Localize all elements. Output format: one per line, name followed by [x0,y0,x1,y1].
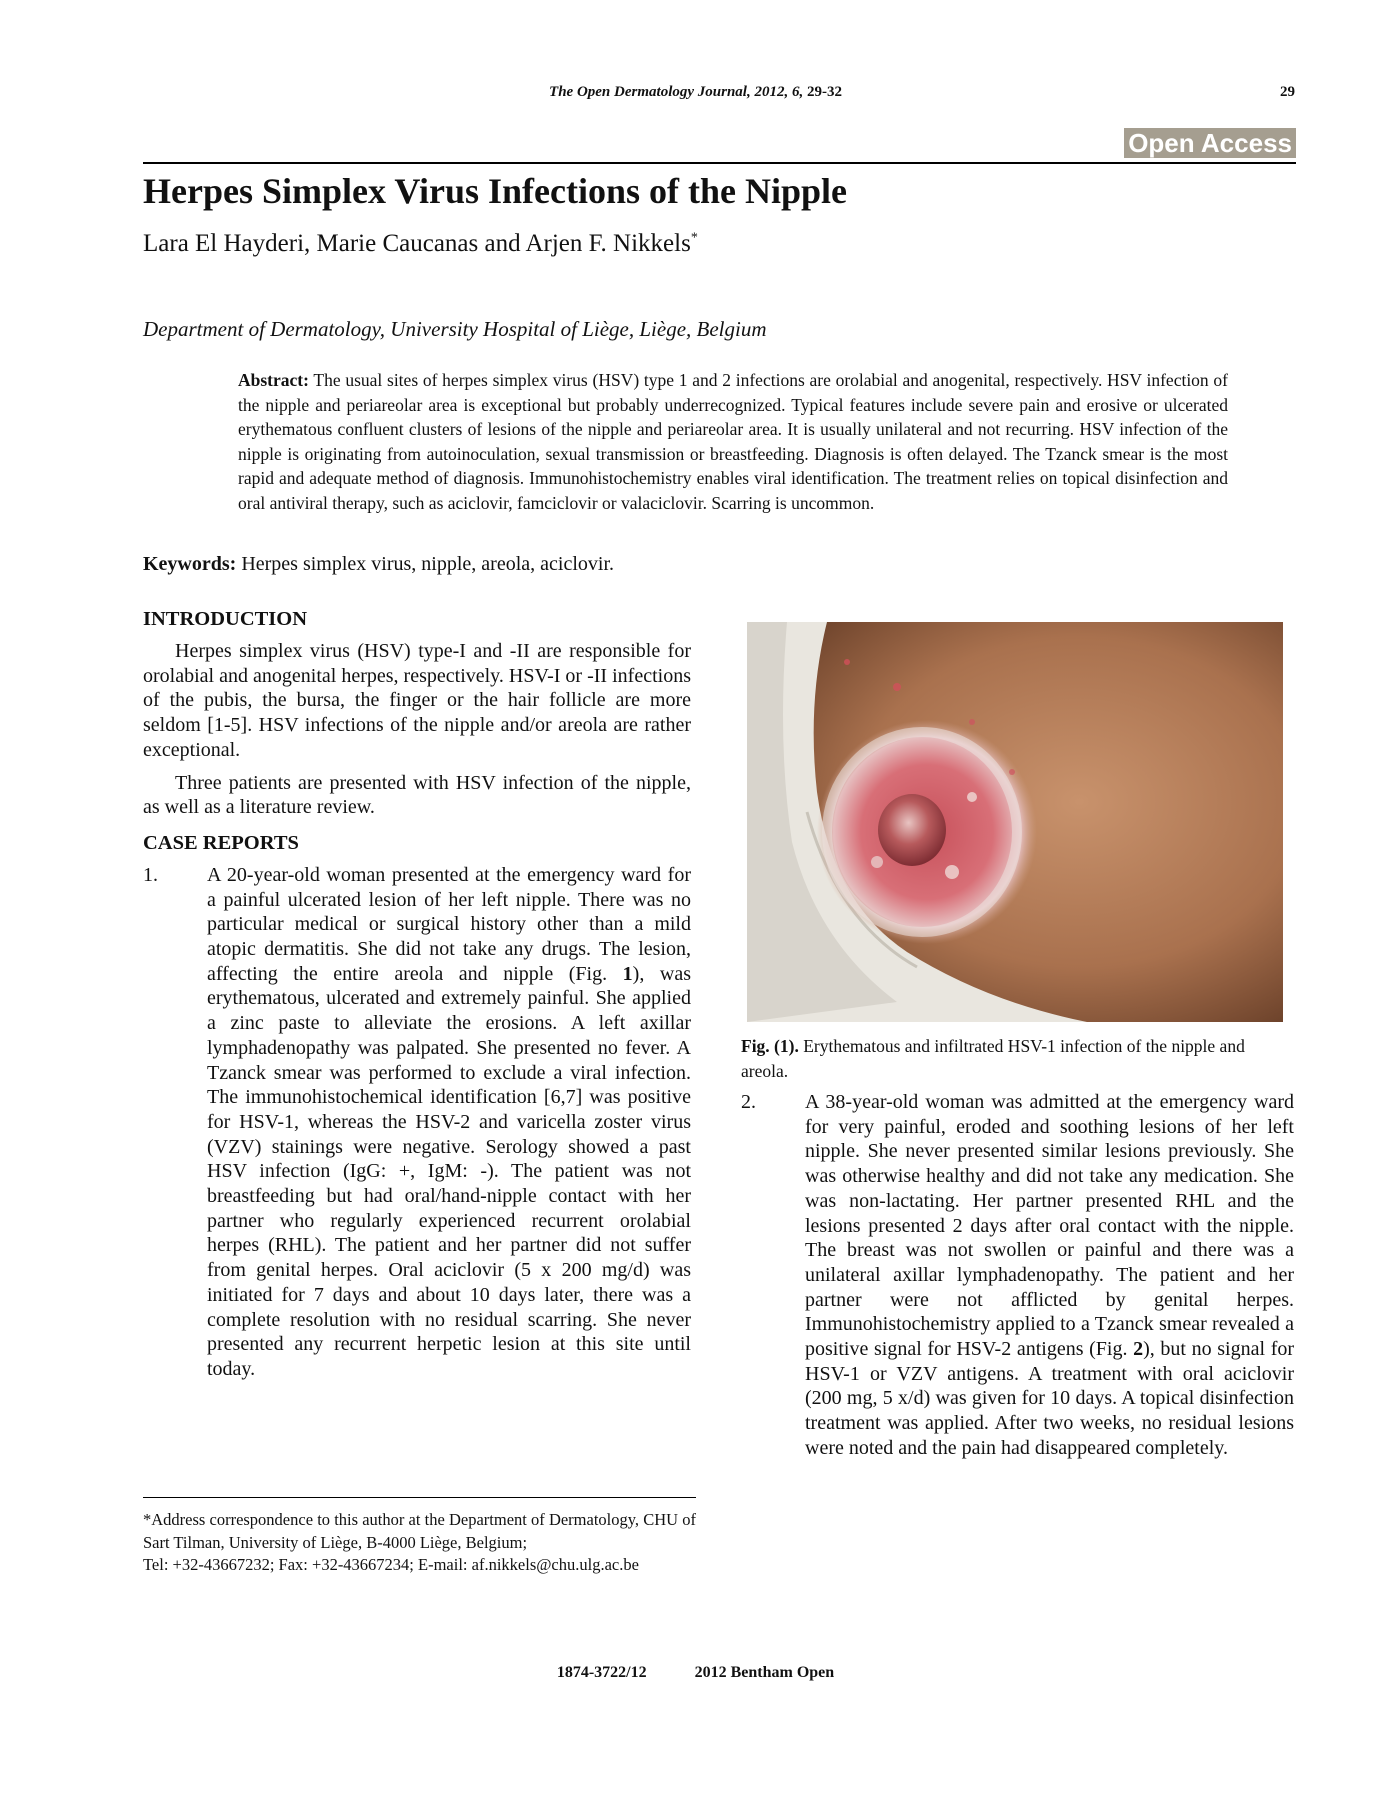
figure-1-reference[interactable]: 1 [622,962,633,985]
header-rule [143,162,1296,164]
keywords [143,553,614,576]
case-report-1-text [207,863,691,1382]
publisher: 2012 Bentham Open [694,1664,835,1681]
footnote-address: *Address correspondence to this author at the Department of Dermatology, CHU of Sart Tilman, University of Liège, B-4000 Liège, Belgium; [143,1510,696,1552]
case-report-2-text-a: A 38-year-old woman was admitted at the emergency ward for very painful, eroded and soothing lesions of her left nipple. She never presented similar lesions previously. She was otherwise healthy and did not take any medication. She was non-lactating. Her partner presented RHL and the lesions presented 2 days after oral contact with the nipple. The breast was not swollen or painful and there was a unilateral axillar lymphadenopathy. The patient and her partner were not afflicted by genital herpes. Immunohistochemistry applied to a Tzanck smear revealed a positive signal for HSV-2 antigens (Fig. [805,1091,1294,1361]
journal-year-volume: 2012, 6, [754,84,804,100]
abstract-text: The usual sites of herpes simplex virus (HSV) type 1 and 2 infections are orolabial and anogenital, respectively. HSV infection of the nipple and periareolar area is exceptional but probably underrecognized. Typical features include severe pain and erosive or ulcerated erythematous confluent clusters of lesions of the nipple and periareolar area. It is usually unilateral and not recurring. HSV infection of the nipple is originating from autoinoculation, sexual transmission or breastfeeding. Diagnosis is often delayed. The Tzanck smear is the most rapid and adequate method of diagnosis. Immunohistochemistry enables viral identification. The treatment relies on topical disinfection and oral antiviral therapy, such as aciclovir, famciclovir or valaciclovir. Scarring is uncommon. [238,370,1229,513]
figure-1-caption-label: Fig. (1). [741,1036,799,1056]
case-report-1 [143,863,691,1382]
abstract-label: Abstract: [238,370,309,390]
footnote-rule [143,1497,696,1498]
author-names: Lara El Hayderi, Marie Caucanas and Arjen F. Nikkels [143,230,691,257]
right-column [741,1090,1294,1461]
introduction-paragraph-2: Three patients are presented with HSV infection of the nipple, as well as a literature review. [143,771,691,819]
journal-pages: 29-32 [806,84,842,100]
author-affiliation: Department of Dermatology, University Hospital of Liège, Liège, Belgium [143,317,767,341]
case-report-1-text-b: ), was erythematous, ulcerated and extremely painful. She applied a zinc paste to alleviate the erosions. A left axillar lymphadenopathy was palpated. She presented no fever. A Tzanck smear was performed to exclude a viral infection. The immunohistochemical identification [6,7] was positive for HSV-1, whereas the HSV-2 and varicella zoster virus (VZV) stainings were negative. Serology showed a past HSV infection (IgG: +, IgM: -). The patient was not breastfeeding but had oral/hand-nipple contact with her partner who regularly experienced recurrent orolabial herpes (RHL). The patient and her partner did not suffer from genital herpes. Oral aciclovir (5 x 200 mg/d) was initiated for 7 days and about 10 days later, there was a complete resolution with no residual scarring. She never presented any recurrent herpetic lesion at this site until today. [207,962,691,1380]
figure-1-illustration [747,622,1283,1022]
case-report-1-text-a: A 20-year-old woman presented at the emergency ward for a painful ulcerated lesion of her left nipple. There was no particular medical or surgical history other than a mild atopic dermatitis. She did not take any drugs. The lesion, affecting the entire areola and nipple (Fig. [207,863,691,985]
page-number: 29 [1280,84,1295,100]
corresponding-author-mark: * [690,230,698,246]
keywords-text: Herpes simplex virus, nipple, areola, aciclovir. [241,553,614,575]
case-reports-heading: CASE REPORTS [143,831,299,854]
case-report-2-text [805,1090,1294,1461]
open-access-badge: Open Access [1124,128,1296,158]
article-title: Herpes Simplex Virus Infections of the Nipple [143,171,848,211]
introduction-heading: INTRODUCTION [143,608,308,630]
abstract [238,368,1228,516]
bottom-publication-line [0,1664,1391,1682]
case-report-1-number: 1. [143,863,158,886]
correspondence-footnote [143,1509,696,1577]
keywords-label: Keywords: [143,553,237,575]
introduction-paragraph-1: Herpes simplex virus (HSV) type-I and -II are responsible for orolabial and anogenital herpes, respectively. HSV-I or -II infections of the pubis, the bursa, the finger or the hair follicle are more seldom [1-5]. HSV infections of the nipple and/or areola are rather exceptional. [143,640,691,761]
article-authors [143,230,698,258]
left-column [143,608,691,1382]
figure-1-caption [741,1034,1294,1084]
case-report-2 [741,1090,1294,1461]
footnote-contact: Tel: +32-43667232; Fax: +32-43667234; E-mail: af.nikkels@chu.ulg.ac.be [143,1555,639,1574]
figure-1-photo [747,622,1283,1022]
case-report-2-text-b: ), but no signal for HSV-1 or VZV antigens. A treatment with oral aciclovir (200 mg, 5 x/d) was given for 10 days. A topical disinfection treatment was applied. After two weeks, no residual lesions were noted and the pain had disappeared completely. [805,1338,1295,1459]
case-report-2-number: 2. [741,1091,756,1113]
issn: 1874-3722/12 [556,1664,647,1681]
running-header [0,84,1391,101]
journal-name: The Open Dermatology Journal, [549,84,751,100]
figure-2-reference[interactable]: 2 [1133,1338,1144,1361]
figure-1-caption-text: Erythematous and infiltrated HSV-1 infection of the nipple and areola. [741,1036,1245,1081]
